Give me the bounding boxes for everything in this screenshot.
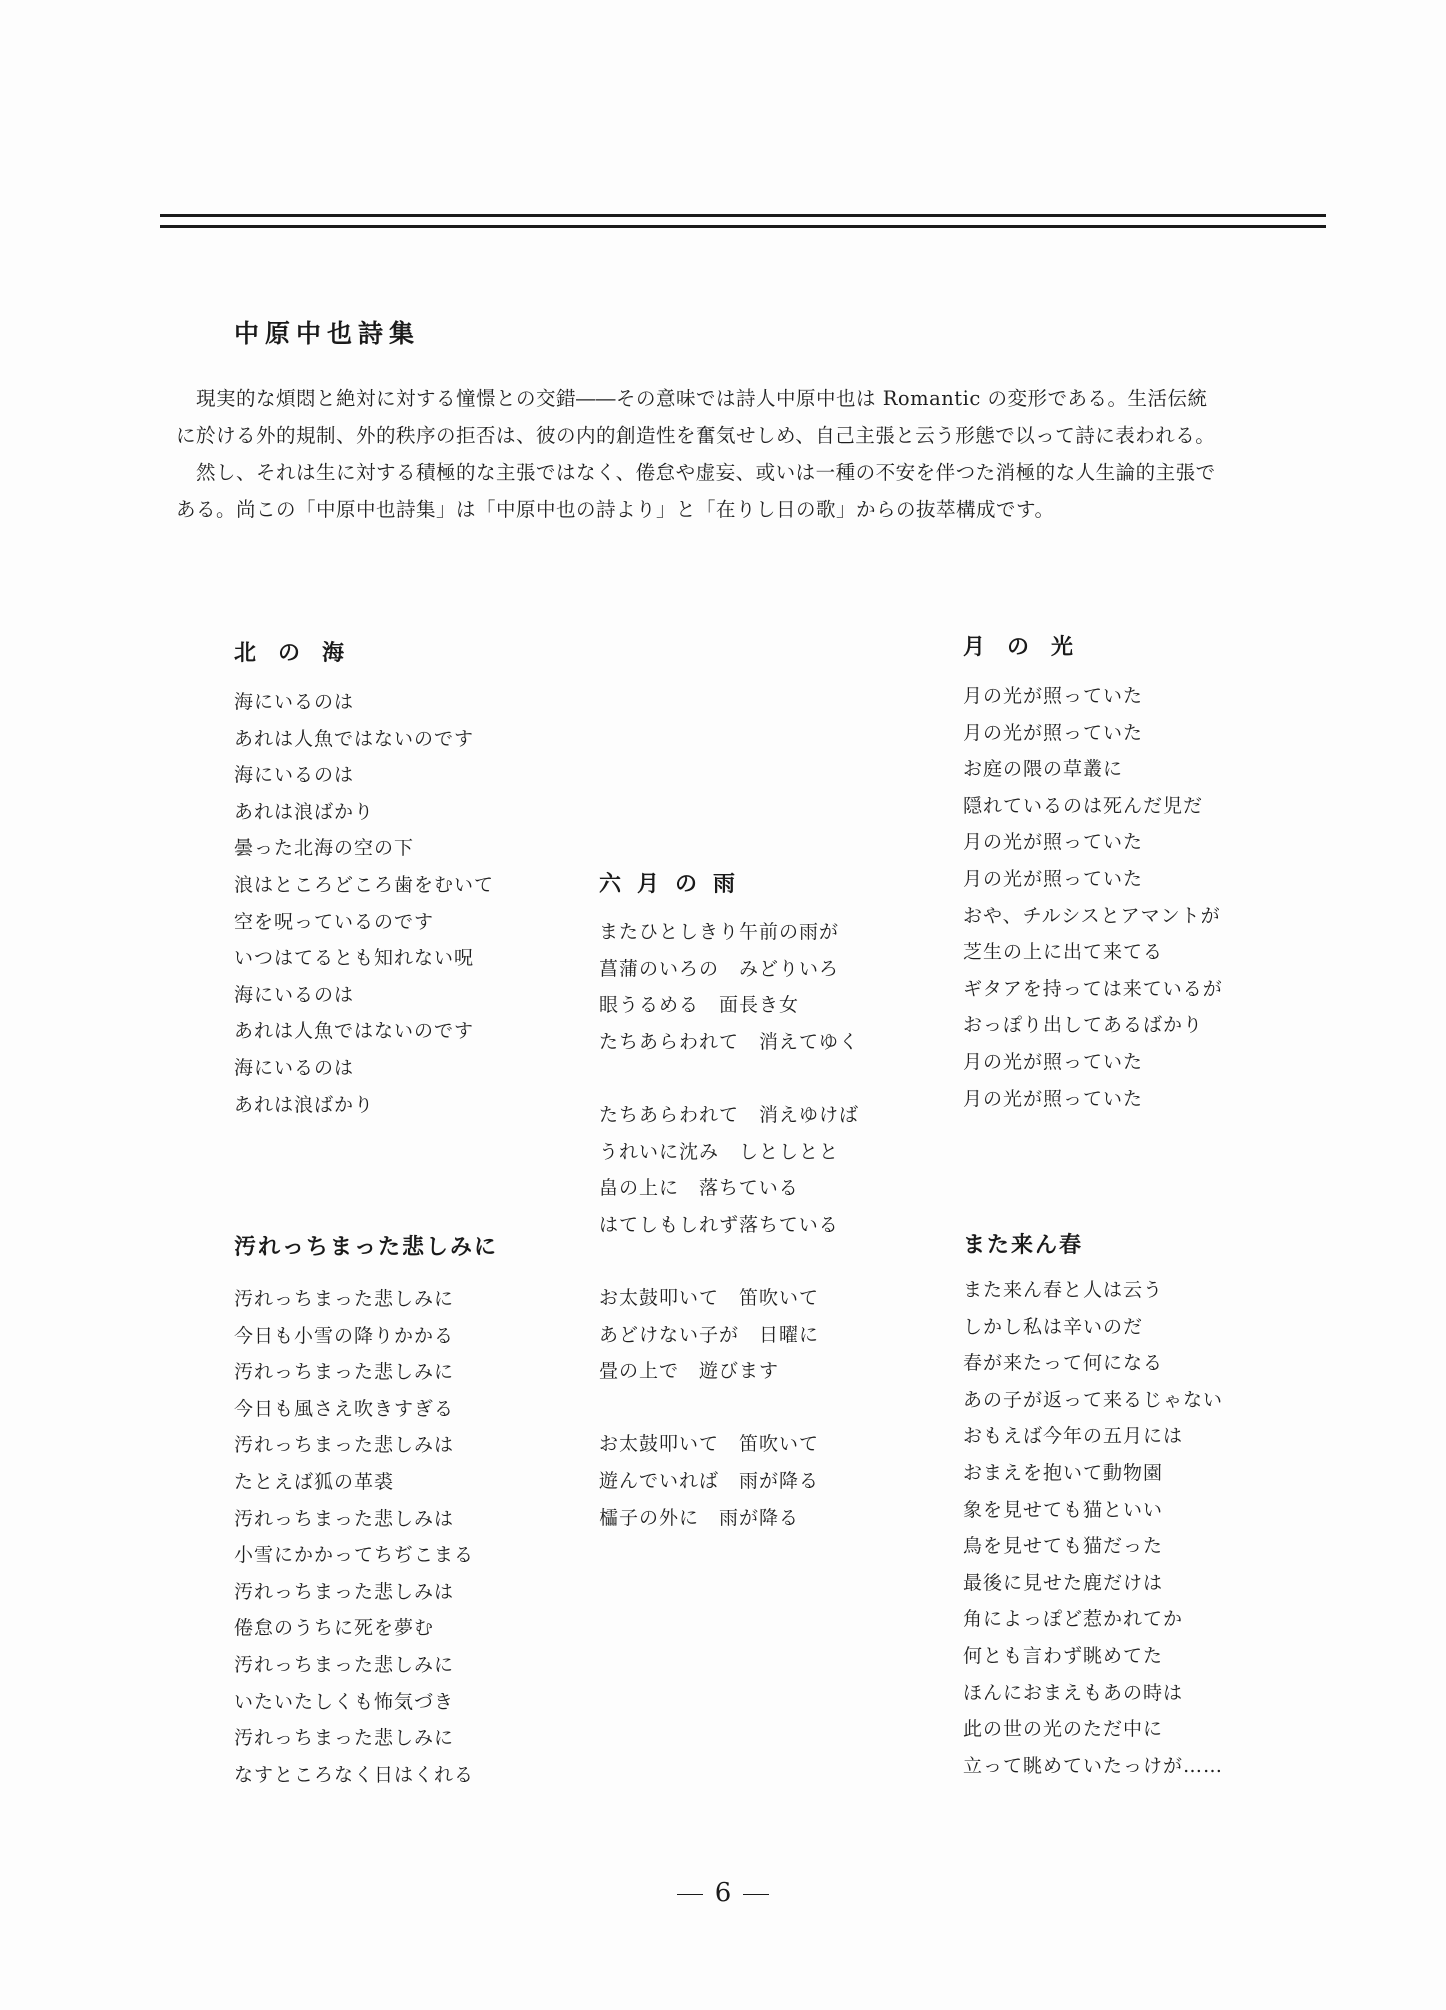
header-rule-top bbox=[160, 214, 1326, 217]
poem-line: ほんにおまえもあの時は bbox=[963, 1681, 1184, 1704]
poem-title-kita-no-umi: 北の海 bbox=[234, 641, 367, 666]
page-number-value: 6 bbox=[714, 1878, 732, 1908]
poem-line: 汚れっちまった悲しみに bbox=[234, 1653, 455, 1676]
poem-line: 櫺子の外に 雨が降る bbox=[599, 1506, 800, 1529]
poem-line: おまえを抱いて動物園 bbox=[963, 1461, 1164, 1484]
poem-line: 芝生の上に出て来てる bbox=[963, 941, 1164, 964]
poem-line: うれいに沈み しとしとと bbox=[599, 1140, 840, 1163]
poem-line: 汚れっちまった悲しみに bbox=[234, 1361, 455, 1384]
poem-line: 小雪にかかってちぢこまる bbox=[234, 1544, 475, 1567]
poem-line: おもえば今年の五月には bbox=[963, 1425, 1184, 1448]
poem-line: 月の光が照っていた bbox=[963, 1087, 1144, 1110]
poem-line: 今日も小雪の降りかかる bbox=[234, 1324, 455, 1347]
intro-line: 現実的な煩悶と絶対に対する憧憬との交錯――その意味では詩人中原中也は Romantic の変形である。生活伝統 bbox=[196, 387, 1208, 410]
poem-line: 最後に見せた鹿だけは bbox=[963, 1571, 1164, 1594]
poem-line: はてしもしれず落ちている bbox=[599, 1213, 839, 1236]
poem-line: ギタアを持っては来ているが bbox=[963, 977, 1223, 1000]
poem-title-yogore: 汚れっちまった悲しみに bbox=[234, 1235, 499, 1260]
poem-line: お太鼓叩いて 笛吹いて bbox=[599, 1286, 820, 1309]
poem-line: 眼うるめる 面長き女 bbox=[599, 994, 800, 1017]
poem-title-rokugatsu-no-ame: 六月の雨 bbox=[599, 872, 752, 897]
poem-line: 月の光が照っていた bbox=[963, 1050, 1144, 1073]
poem-line: あの子が返って来るじゃない bbox=[963, 1388, 1224, 1411]
page-title: 中原中也詩集 bbox=[234, 319, 421, 348]
poem-line: 海にいるのは bbox=[234, 1056, 355, 1079]
poem-line: しかし私は辛いのだ bbox=[963, 1315, 1144, 1338]
poem-line: 海にいるのは bbox=[234, 691, 355, 713]
poem-line: 畠の上に 落ちている bbox=[599, 1177, 799, 1200]
poem-body-kita-no-umi bbox=[234, 684, 494, 1123]
intro-paragraph bbox=[176, 380, 1316, 528]
poem-line: 汚れっちまった悲しみは bbox=[234, 1507, 455, 1530]
poem-title-mata-kon-haru: また来ん春 bbox=[963, 1233, 1084, 1258]
poem-line: あどけない子が 日曜に bbox=[599, 1323, 820, 1346]
poem-line: 此の世の光のただ中に bbox=[963, 1718, 1164, 1741]
poem-line: あれは浪ばかり bbox=[234, 1093, 375, 1116]
poem-line: お庭の隈の草叢に bbox=[963, 758, 1124, 781]
poem-line: なすところなく日はくれる bbox=[234, 1763, 475, 1786]
poem-line: いつはてるとも知れない呪 bbox=[234, 947, 475, 970]
poem-line: 空を呪っているのです bbox=[234, 910, 435, 933]
poem-line: いたいたしくも怖気づき bbox=[234, 1690, 455, 1713]
poem-line: また来ん春と人は云う bbox=[963, 1279, 1164, 1301]
poem-body-rokugatsu-no-ame bbox=[599, 914, 859, 1536]
intro-line: 然し、それは生に対する積極的な主張ではなく、倦怠や虚妄、或いは一種の不安を伴つた消極的な人生論的主張で bbox=[196, 461, 1216, 484]
page-number bbox=[0, 1878, 1446, 1908]
poem-line: 汚れっちまった悲しみは bbox=[234, 1580, 455, 1603]
intro-line: に於ける外的規制、外的秩序の拒否は、彼の内的創造性を奮気せしめ、自己主張と云う形態で以って詩に表われる。 bbox=[176, 424, 1216, 447]
poem-line: 何とも言わず眺めてた bbox=[963, 1644, 1164, 1667]
poem-line: 鳥を見せても猫だった bbox=[963, 1535, 1164, 1558]
poem-line: お太鼓叩いて 笛吹いて bbox=[599, 1433, 820, 1456]
poem-body-yogore bbox=[234, 1281, 474, 1793]
poem-line: たとえば狐の革裘 bbox=[234, 1470, 395, 1493]
poem-line: 象を見せても猫といい bbox=[963, 1498, 1164, 1521]
poem-line: おっぽり出してあるばかり bbox=[963, 1014, 1204, 1037]
poem-line: 海にいるのは bbox=[234, 983, 355, 1006]
poem-line: 汚れっちまった悲しみに bbox=[234, 1727, 455, 1750]
poem-line: たちあらわれて 消えてゆく bbox=[599, 1030, 860, 1053]
poem-line: 今日も風さえ吹きすぎる bbox=[234, 1397, 455, 1420]
poem-line: 曇った北海の空の下 bbox=[234, 837, 415, 860]
poem-line: 月の光が照っていた bbox=[963, 721, 1144, 744]
dash-left bbox=[677, 1894, 703, 1895]
poem-line: 海にいるのは bbox=[234, 764, 355, 787]
poem-body-tsuki-no-hikari bbox=[963, 678, 1223, 1117]
poem-line: たちあらわれて 消えゆけば bbox=[599, 1103, 860, 1126]
poem-title-tsuki-no-hikari: 月の光 bbox=[963, 635, 1096, 660]
poem-line: またひとしきり午前の雨が bbox=[599, 921, 840, 943]
poem-line: 倦怠のうちに死を夢む bbox=[234, 1617, 435, 1640]
poem-line: 浪はところどころ歯をむいて bbox=[234, 873, 495, 896]
poem-line: あれは人魚ではないのです bbox=[234, 727, 475, 750]
header-rule-bottom bbox=[160, 225, 1326, 228]
dash-right bbox=[743, 1894, 769, 1895]
poem-line: 月の光が照っていた bbox=[963, 831, 1144, 854]
poem-line: 遊んでいれば 雨が降る bbox=[599, 1469, 820, 1492]
poem-body-mata-kon-haru bbox=[963, 1272, 1223, 1784]
poem-line: 汚れっちまった悲しみに bbox=[234, 1288, 455, 1310]
poem-line: 月の光が照っていた bbox=[963, 867, 1144, 890]
poem-line: 春が来たって何になる bbox=[963, 1352, 1164, 1375]
poem-line: 汚れっちまった悲しみは bbox=[234, 1434, 455, 1457]
intro-line: ある。尚この「中原中也詩集」は「中原中也の詩より」と「在りし日の歌」からの抜萃構成です。 bbox=[176, 498, 1055, 521]
poem-line: 隠れているのは死んだ児だ bbox=[963, 794, 1204, 817]
poem-line: あれは人魚ではないのです bbox=[234, 1020, 475, 1043]
poem-line: 畳の上で 遊びます bbox=[599, 1360, 780, 1383]
poem-line: 立って眺めていたっけが…… bbox=[963, 1754, 1224, 1777]
poem-line: おや、チルシスとアマントが bbox=[963, 904, 1221, 927]
poem-line: あれは浪ばかり bbox=[234, 800, 375, 823]
poem-line: 角によっぽど惹かれてか bbox=[963, 1608, 1184, 1631]
poem-line: 月の光が照っていた bbox=[963, 685, 1144, 707]
poem-line: 菖蒲のいろの みどりいろ bbox=[599, 957, 840, 980]
